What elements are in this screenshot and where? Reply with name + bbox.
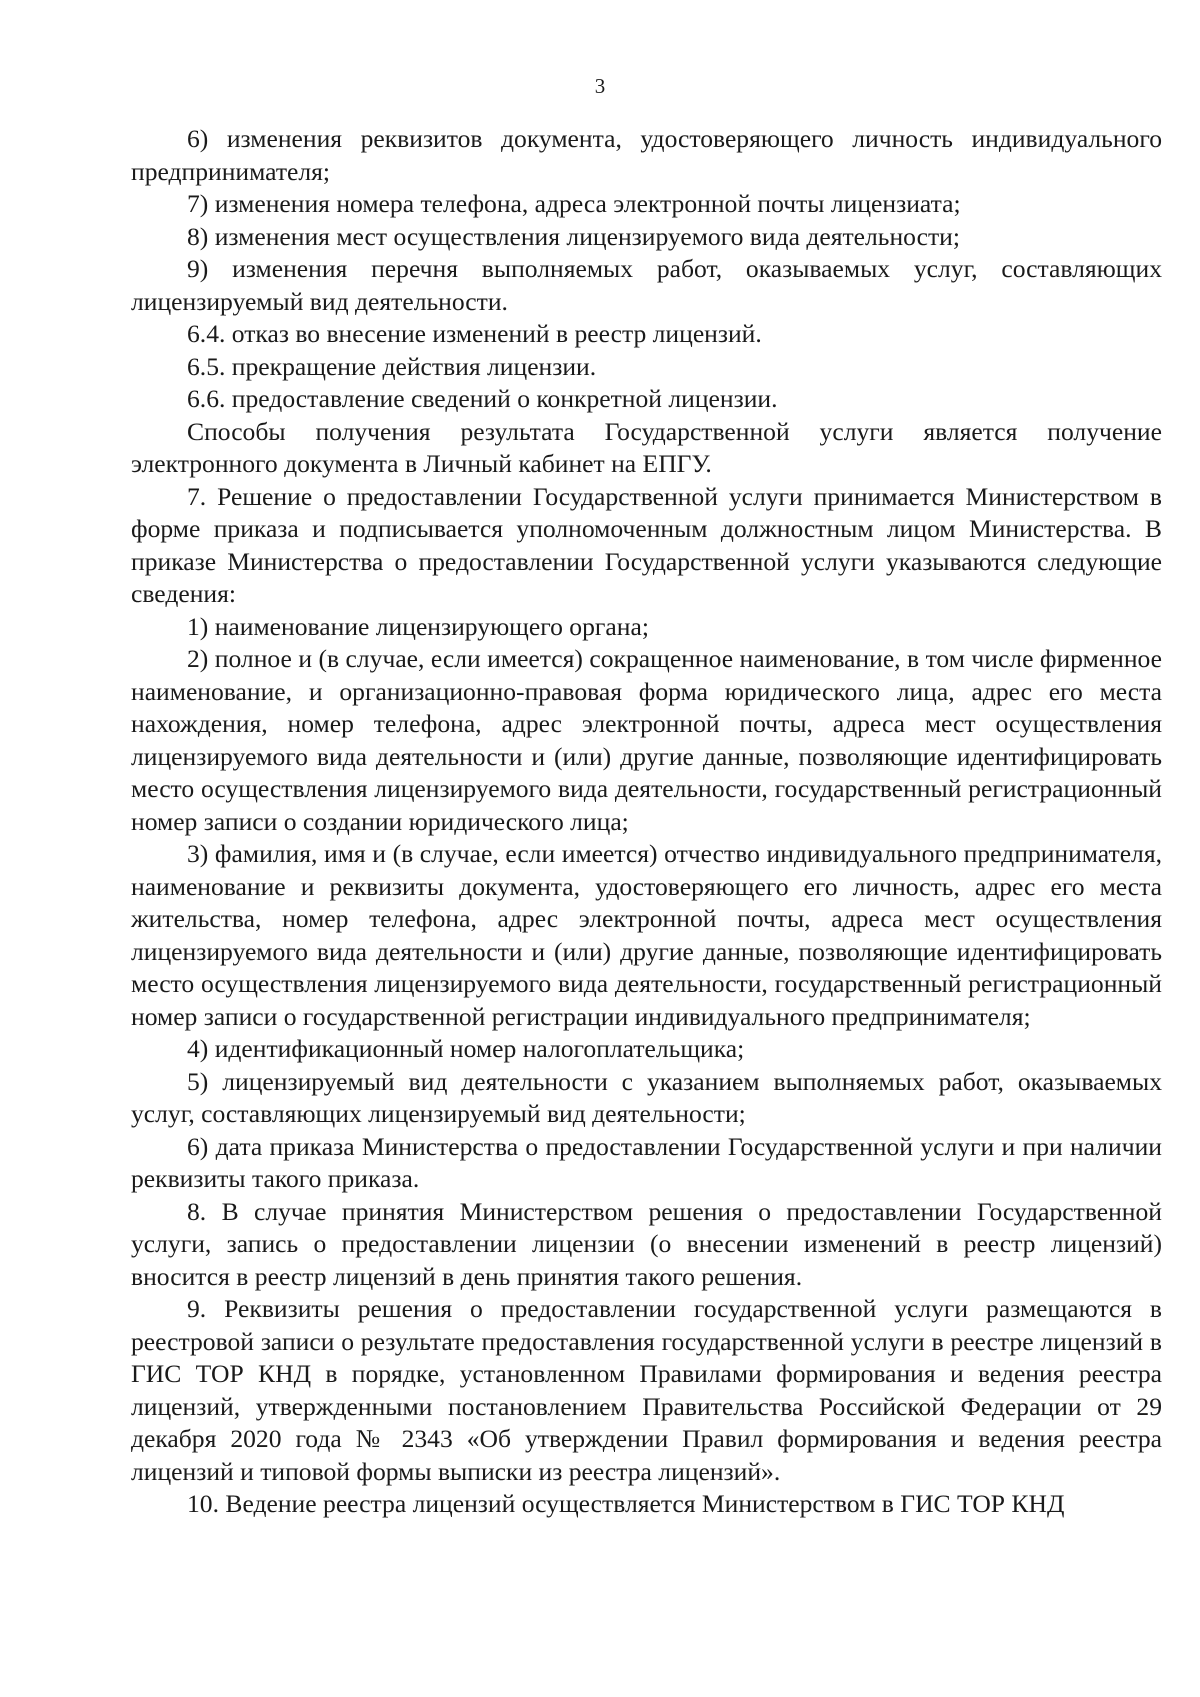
paragraph-7-item-6: 6) дата приказа Министерства о предоставлении Государственной услуги и при наличии реквизиты такого приказа. xyxy=(131,1131,1162,1193)
paragraph-7-item-1: 1) наименование лицензирующего органа; xyxy=(187,611,649,641)
paragraph-item-6: 6) изменения реквизитов документа, удостоверяющего личность индивидуального предпринимателя; xyxy=(131,124,1162,186)
paragraph-section-7: 7. Решение о предоставлении Государственной услуги принимается Министерством в форме приказа и подписывается уполномоченным должностным лицом Министерства. В приказе Министерства о предоставлении Государственной услуги указываются следующие сведения: xyxy=(131,481,1162,608)
paragraph-6-6: 6.6. предоставление сведений о конкретной лицензии. xyxy=(187,384,778,413)
paragraph-6-4: 6.4. отказ во внесение изменений в реестр лицензий. xyxy=(187,319,762,348)
paragraph-item-9: 9) изменения перечня выполняемых работ, оказываемых услуг, составляющих лицензируемый вид деятельности. xyxy=(131,254,1162,316)
paragraph-item-8: 8) изменения мест осуществления лицензируемого вида деятельности; xyxy=(187,221,960,251)
paragraph-7-item-4: 4) идентификационный номер налогоплательщика; xyxy=(187,1034,745,1063)
paragraph-7-item-5: 5) лицензируемый вид деятельности с указанием выполняемых работ, оказываемых услуг, составляющих лицензируемый вид деятельности; xyxy=(131,1066,1162,1128)
paragraph-section-10: 10. Ведение реестра лицензий осуществляется Министерством в ГИС ТОР КНД xyxy=(187,1489,1065,1518)
document-body xyxy=(131,123,1162,1521)
paragraph-7-item-2: 2) полное и (в случае, если имеется) сокращенное наименование, в том числе фирменное наименование, и организационно-правовая форма юридического лица, адрес его места нахождения, номер телефона, адрес электронной почты, адреса мест осуществления лицензируемого вида деятельности и (или) другие данные, позволяющие идентифицировать место осуществления лицензируемого вида деятельности, государственный регистрационный номер записи о создании юридического лица; xyxy=(131,644,1162,836)
paragraph-section-8: 8. В случае принятия Министерством решения о предоставлении Государственной услуги, запись о предоставлении лицензии (о внесении изменений в реестр лицензий) вносится в реестр лицензий в день принятия такого решения. xyxy=(131,1196,1162,1291)
paragraph-section-9: 9. Реквизиты решения о предоставлении государственной услуги размещаются в реестровой записи о результате предоставления государственной услуги в реестре лицензий в ГИС ТОР КНД в порядке, установленном Правилами формирования и ведения реестра лицензий, утвержденными постановлением Правительства Российской Федерации от 29 декабря 2020 года № 2343 «Об утверждении Правил формирования и ведения реестра лицензий и типовой формы выписки из реестра лицензий». xyxy=(131,1294,1162,1486)
paragraph-result-methods: Способы получения результата Государственной услуги является получение электронного документа в Личный кабинет на ЕПГУ. xyxy=(131,416,1162,478)
paragraph-7-item-3: 3) фамилия, имя и (в случае, если имеется) отчество индивидуального предпринимателя, наименование и реквизиты документа, удостоверяющего его личность, адрес его места жительства, номер телефона, адрес электронной почты, адреса мест осуществления лицензируемого вида деятельности и (или) другие данные, позволяющие идентифицировать место осуществления лицензируемого вида деятельности, государственный регистрационный номер записи о государственной регистрации индивидуального предпринимателя; xyxy=(131,839,1162,1031)
paragraph-6-5: 6.5. прекращение действия лицензии. xyxy=(187,351,597,381)
page-number: 3 xyxy=(594,74,606,98)
paragraph-item-7: 7) изменения номера телефона, адреса электронной почты лицензиата; xyxy=(187,189,961,218)
